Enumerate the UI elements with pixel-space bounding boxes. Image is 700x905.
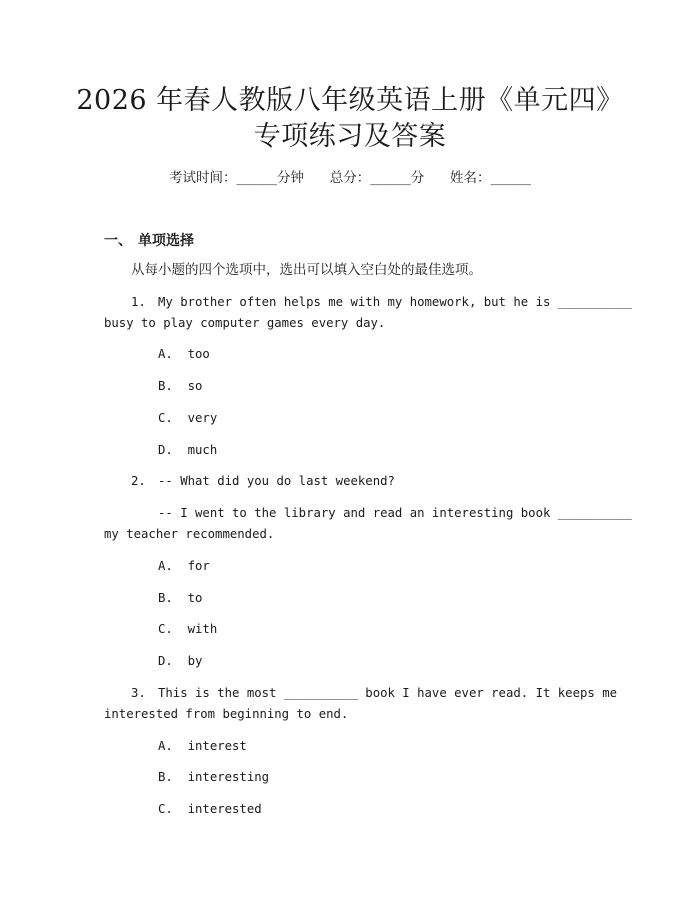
question-3-line-1: This is the most __________ book I have ever read. It keeps me [158, 686, 618, 700]
question-1-line-1: My brother often helps me with my homework, but he is __________ [158, 295, 632, 309]
question-2-option-d: D. by [158, 654, 203, 668]
question-1-number: 1. [131, 295, 146, 309]
question-3-number: 3. [131, 686, 146, 700]
question-1-option-c: C. very [158, 411, 218, 425]
question-3-option-b: B. interesting [158, 770, 270, 784]
question-2-option-a: A. for [158, 559, 210, 573]
section-number: 一、 [104, 233, 132, 249]
question-2-line-3: my teacher recommended. [104, 527, 275, 541]
question-1-option-b: B. so [158, 379, 203, 393]
question-3-line-2: interested from beginning to end. [104, 707, 349, 721]
section-instruction: 从每小题的四个选项中，选出可以填入空白处的最佳选项。 [131, 262, 482, 278]
question-2-option-b: B. to [158, 591, 203, 605]
question-3-option-c: C. interested [158, 802, 262, 816]
question-2-option-c: C. with [158, 622, 218, 636]
question-1-line-2: busy to play computer games every day. [104, 316, 386, 330]
page-title-line-2: 专项练习及答案 [253, 121, 447, 152]
question-2-line-2: -- I went to the library and read an interesting book __________ [158, 506, 632, 520]
section-title: 单项选择 [138, 233, 194, 249]
name-blank: ______ [490, 170, 531, 186]
exam-info-line [0, 168, 700, 188]
question-1-option-a: A. too [158, 347, 210, 361]
question-3-option-a: A. interest [158, 739, 247, 753]
name-label: 姓名： [450, 170, 491, 186]
question-1-option-d: D. much [158, 443, 218, 457]
question-2-line-1: -- What did you do last weekend? [158, 474, 395, 488]
time-unit: 分钟 [277, 170, 304, 186]
time-label: 考试时间： [169, 170, 237, 186]
score-unit: 分 [410, 170, 425, 186]
score-label: 总分： [329, 170, 371, 186]
page-title-line-1: 2026 年春人教版八年级英语上册《单元四》 [76, 85, 624, 116]
time-blank: ______ [236, 170, 277, 186]
section-heading [104, 231, 194, 251]
question-2-number: 2. [131, 474, 146, 488]
score-blank: ______ [370, 170, 411, 186]
